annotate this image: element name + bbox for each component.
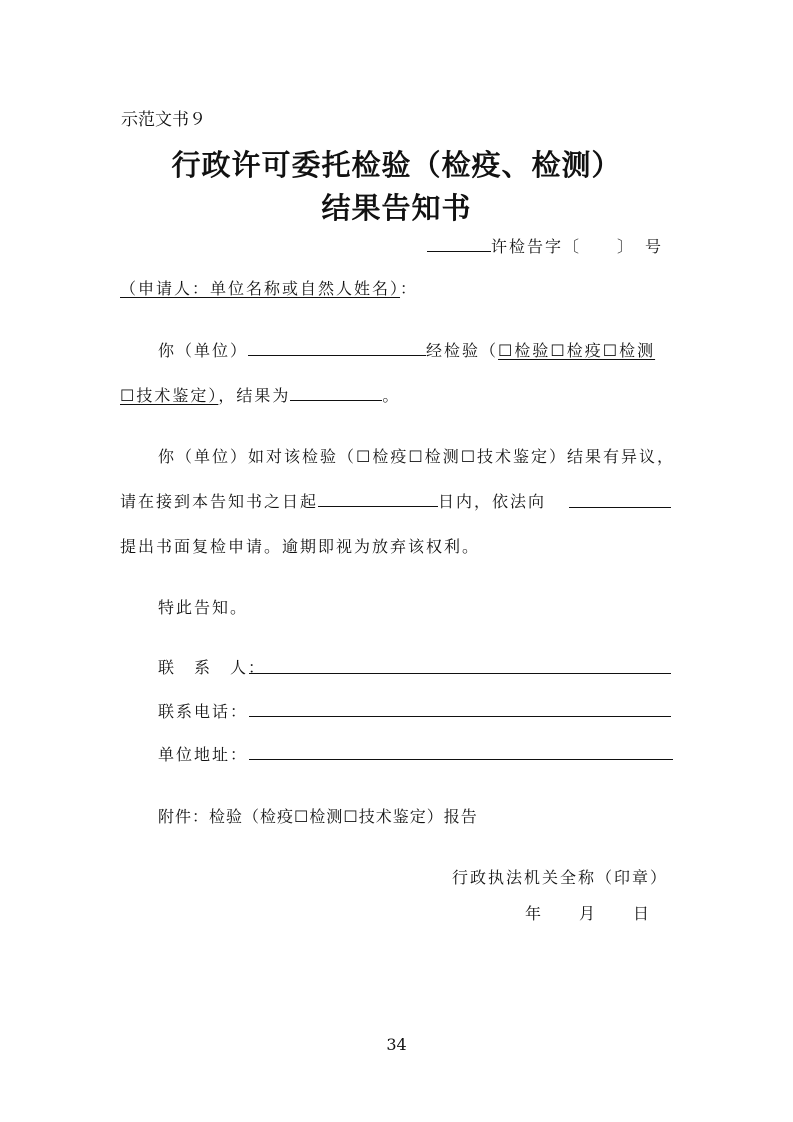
contact-label: 联 系 人：	[158, 658, 267, 677]
unit-blank	[248, 338, 426, 356]
result-blank	[290, 383, 382, 401]
para1-end: 。	[382, 386, 401, 405]
address-line	[249, 759, 673, 760]
phone-label: 联系电话：	[158, 702, 249, 721]
days-blank	[318, 489, 438, 507]
paragraph-2-line-2	[120, 489, 546, 512]
addressee: （申请人：单位名称或自然人姓名）	[120, 279, 401, 298]
para1-prefix: 你（单位）	[158, 341, 249, 360]
issuer-text: 行政执法机关全称（印章）	[452, 868, 669, 887]
addressee-line	[120, 276, 418, 299]
paragraph-2-line-3: 提出书面复检申请。逾期即视为放弃该权利。	[120, 537, 481, 556]
tech-appraisal-option: ☐技术鉴定）	[120, 386, 219, 405]
inspection-options: ☐检验☐检疫☐检测	[498, 341, 656, 360]
reference-blank	[427, 234, 491, 252]
para1-result-label: ，结果为	[218, 386, 291, 405]
contact-line	[249, 673, 671, 674]
paragraph-1-line-2	[120, 383, 400, 406]
phone-line	[249, 716, 671, 717]
para1-mid: 经检验（	[426, 341, 499, 360]
para2-prefix: 请在接到本告知书之日起	[120, 492, 319, 511]
reference-text: 许检告字〔 〕 号	[491, 237, 664, 256]
address-label: 单位地址：	[158, 745, 249, 764]
document-subtitle: 结果告知书	[321, 191, 472, 225]
reference-number	[427, 234, 663, 257]
notice-text: 特此告知。	[158, 598, 249, 617]
paragraph-1-line-1	[158, 338, 655, 361]
document-label: 示范文书９	[121, 110, 206, 130]
addressee-colon: ：	[400, 279, 419, 298]
para2-mid: 日内，依法向	[438, 492, 547, 511]
document-title: 行政许可委托检验（检疫、检测）	[171, 148, 622, 182]
authority-blank	[569, 507, 671, 508]
attachment-text: 附件：检验（检疫☐检测☐技术鉴定）报告	[158, 807, 478, 826]
date-text: 年 月 日	[525, 904, 652, 923]
paragraph-2-line-1: 你（单位）如对该检验（☐检疫☐检测☐技术鉴定）结果有异议，	[158, 447, 676, 466]
page-number: 34	[386, 1035, 407, 1054]
